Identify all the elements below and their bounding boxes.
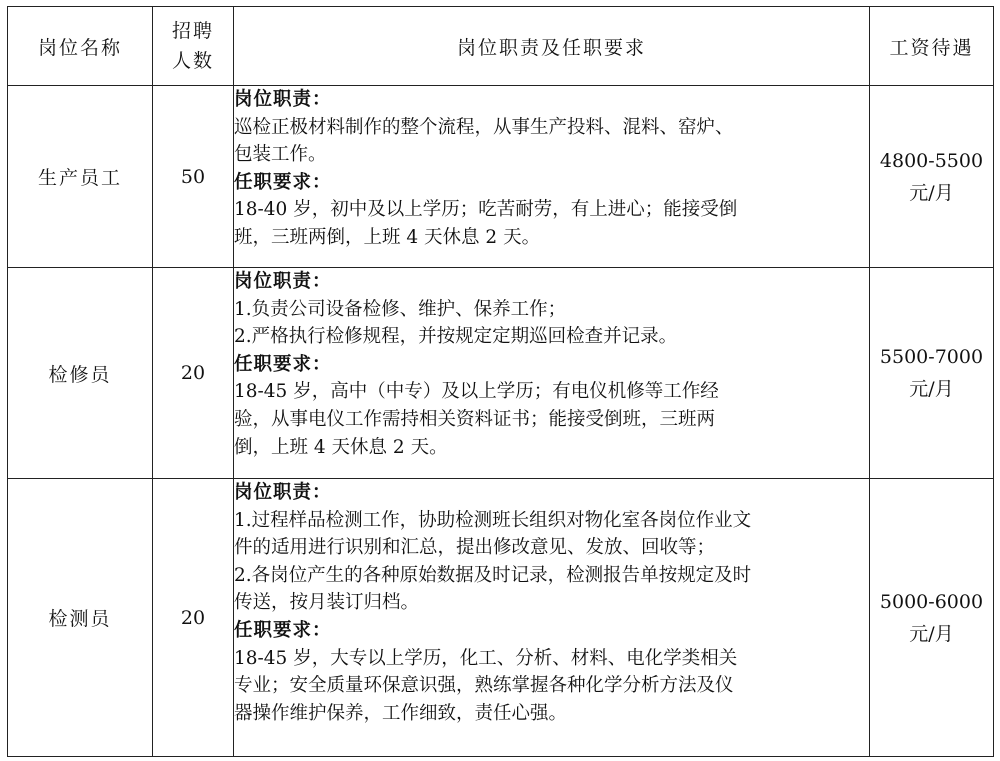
duty-line: 件的适用进行识别和汇总，提出修改意见、发放、回收等； — [234, 537, 716, 559]
requirement-line: 18-45 岁，高中（中专）及以上学历；有电仪机修等工作经 — [234, 381, 719, 403]
hire-count: 20 — [153, 479, 234, 757]
header-salary: 工资待遇 — [870, 7, 994, 86]
duty-line: 1.过程样品检测工作，协助检测班长组织对物化室各岗位作业文 — [234, 509, 752, 531]
duty-title: 岗位职责： — [234, 271, 332, 292]
requirement-line: 验，从事电仪工作需持相关资料证书；能接受倒班，三班两 — [234, 408, 716, 430]
position-name: 生产员工 — [8, 86, 153, 268]
requirement-line: 班，三班两倒，上班 4 天休息 2 天。 — [234, 226, 541, 248]
header-count-line1: 招聘 — [171, 20, 214, 42]
job-table — [7, 6, 994, 757]
duty-title: 岗位职责： — [234, 89, 332, 110]
salary — [870, 86, 994, 268]
salary-unit: 元/月 — [909, 622, 954, 645]
job-description — [234, 479, 870, 757]
table-row — [8, 268, 994, 479]
header-row — [8, 7, 994, 86]
header-count — [153, 7, 234, 86]
position-name: 检修员 — [8, 268, 153, 479]
requirement-line: 倒，上班 4 天休息 2 天。 — [234, 436, 448, 458]
salary-range: 5000-6000 — [879, 590, 984, 613]
requirement-title: 任职要求： — [234, 619, 332, 641]
hire-count: 50 — [153, 86, 234, 268]
requirement-line: 18-40 岁，初中及以上学历；吃苦耐劳，有上进心；能接受倒 — [234, 199, 738, 221]
header-requirements: 岗位职责及任职要求 — [234, 7, 870, 86]
salary-range: 4800-5500 — [879, 149, 984, 172]
job-description — [234, 86, 870, 268]
salary-range: 5500-7000 — [879, 346, 984, 368]
requirement-line: 18-45 岁，大专以上学历，化工、分析、材料、电化学类相关 — [234, 647, 738, 669]
requirement-line: 专业；安全质量环保意识强，熟练掌握各种化学分析方法及仪 — [234, 675, 734, 697]
duty-title: 岗位职责： — [234, 482, 332, 503]
duty-line: 包装工作。 — [234, 144, 327, 166]
header-count-line2: 人数 — [171, 50, 214, 72]
table-row — [8, 479, 994, 757]
duty-line: 2.各岗位产生的各种原始数据及时记录，检测报告单按规定及时 — [234, 564, 752, 586]
requirement-line: 器操作维护保养，工作细致，责任心强。 — [234, 702, 568, 724]
duty-line: 2.严格执行检修规程，并按规定定期巡回检查并记录。 — [234, 326, 678, 348]
requirement-title: 任职要求： — [234, 353, 332, 375]
salary — [870, 268, 994, 479]
header-position: 岗位名称 — [8, 7, 153, 86]
duty-line: 传送，按月装订归档。 — [234, 592, 420, 614]
salary-unit: 元/月 — [909, 378, 954, 400]
duty-line: 1.负责公司设备检修、维护、保养工作； — [234, 298, 567, 320]
requirement-title: 任职要求： — [234, 171, 332, 193]
salary-unit: 元/月 — [909, 181, 954, 204]
salary — [870, 479, 994, 757]
position-name: 检测员 — [8, 479, 153, 757]
hire-count: 20 — [153, 268, 234, 479]
job-description — [234, 268, 870, 479]
table-row — [8, 86, 994, 268]
duty-line: 巡检正极材料制作的整个流程，从事生产投料、混料、窑炉、 — [234, 116, 734, 138]
